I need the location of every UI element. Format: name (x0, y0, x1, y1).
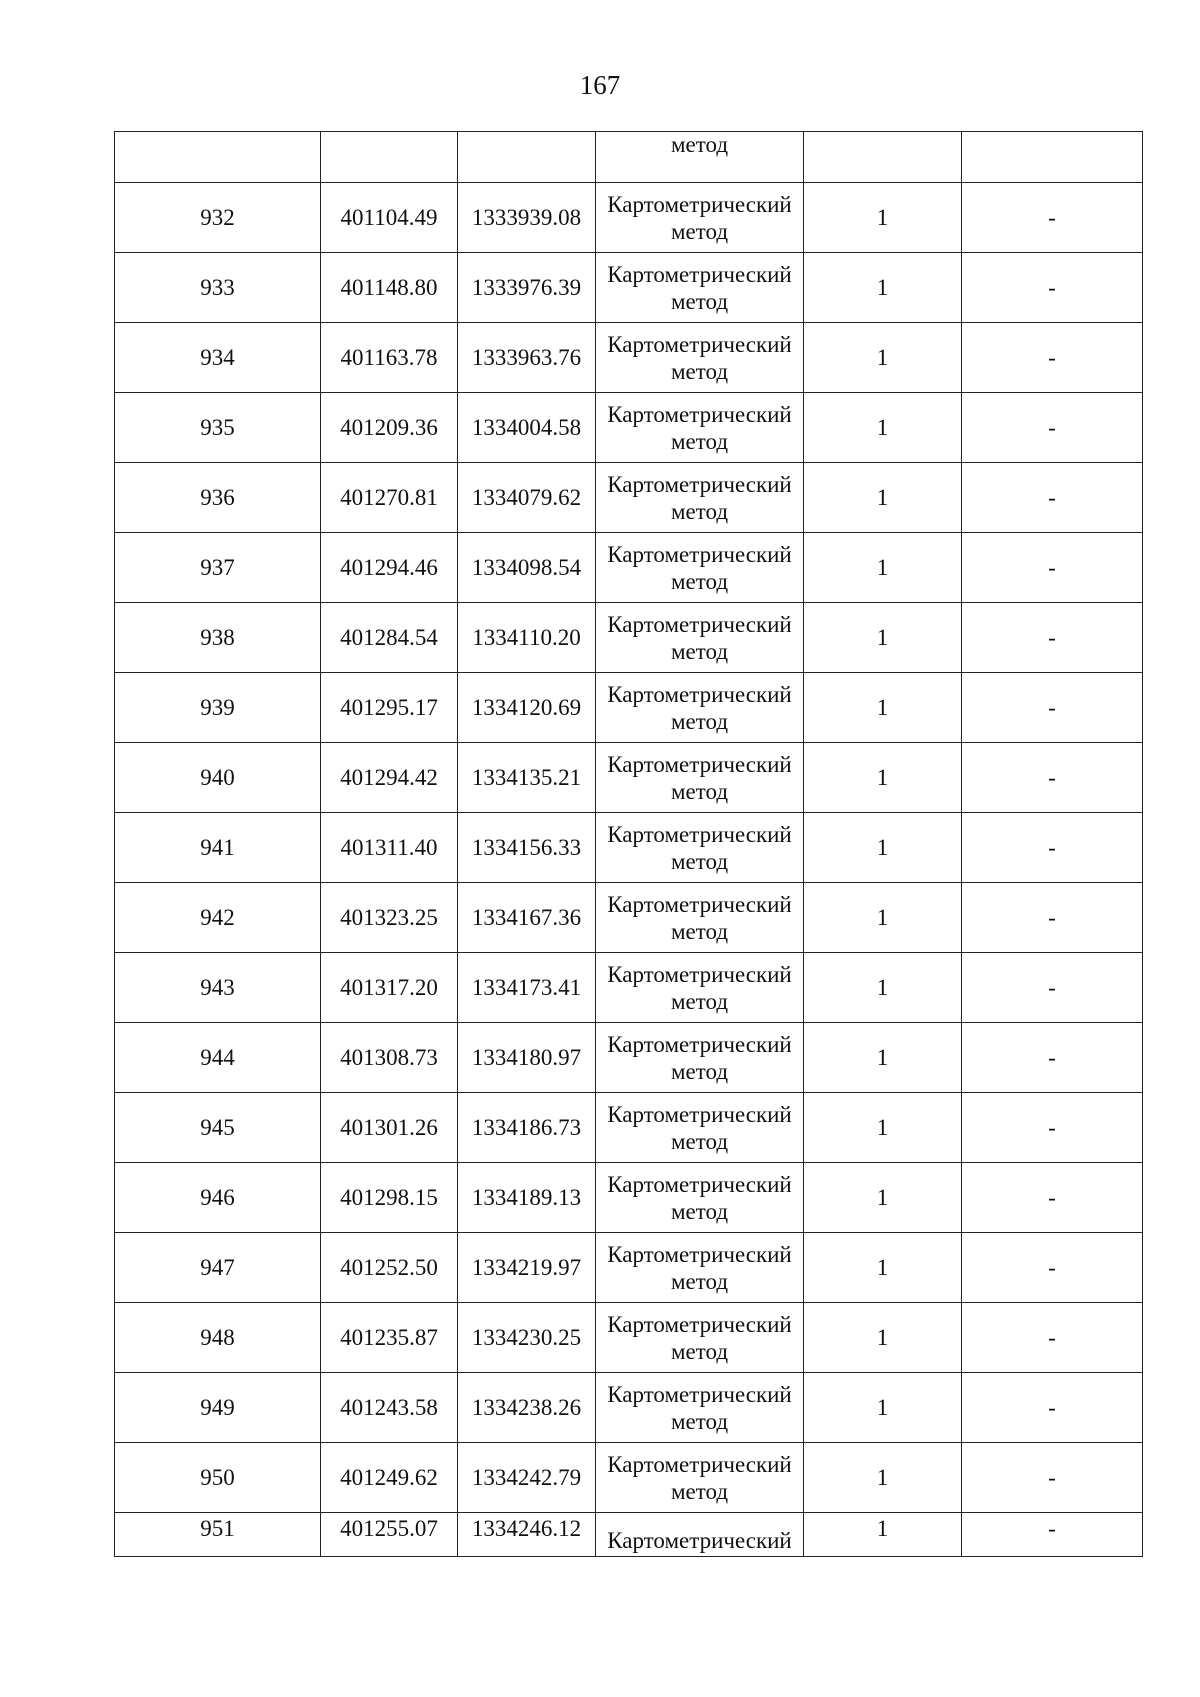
method-line-2: метод (670, 918, 729, 944)
table-row (115, 1373, 1143, 1443)
coordinates-table-body (115, 132, 1143, 1557)
cell-note: - (962, 813, 1143, 883)
cell-accuracy: 1 (804, 883, 962, 953)
table-row (115, 673, 1143, 743)
cell-method (596, 1373, 804, 1443)
cell-note: - (962, 183, 1143, 253)
cell-note: - (962, 1443, 1143, 1513)
cell-method (596, 393, 804, 463)
table-row (115, 1093, 1143, 1163)
method-line-1: Картометрический (607, 751, 792, 777)
cell-accuracy: 1 (804, 673, 962, 743)
cell-y: 1334230.25 (458, 1303, 596, 1373)
table-row (115, 323, 1143, 393)
cell-accuracy: 1 (804, 743, 962, 813)
cell-accuracy: 1 (804, 393, 962, 463)
cell-y: 1334120.69 (458, 673, 596, 743)
method-line-2: метод (670, 638, 729, 664)
table-row (115, 883, 1143, 953)
cell-note: - (962, 603, 1143, 673)
cell-y: 1334219.97 (458, 1233, 596, 1303)
cell-method (596, 533, 804, 603)
table-row (115, 1023, 1143, 1093)
cell-method (596, 1023, 804, 1093)
method-line-1: Картометрический (607, 1031, 792, 1057)
cell-x: 401295.17 (321, 673, 458, 743)
table-row (115, 603, 1143, 673)
cell-method (596, 323, 804, 393)
cell-point-id: 935 (115, 393, 321, 463)
cell-point-id: 946 (115, 1163, 321, 1233)
method-line-2: метод (670, 988, 729, 1014)
method-line-2: метод (670, 1128, 729, 1154)
cell-y: 1333963.76 (458, 323, 596, 393)
table-row (115, 533, 1143, 603)
method-line-2: метод (670, 428, 729, 454)
cell-point-id: 947 (115, 1233, 321, 1303)
method-line-2: метод (670, 778, 729, 804)
cell-accuracy (804, 132, 962, 183)
cell-accuracy: 1 (804, 1303, 962, 1373)
cell-method (596, 883, 804, 953)
method-line-2: метод (670, 498, 729, 524)
method-line-2: метод (670, 218, 729, 244)
method-line-2: метод (670, 358, 729, 384)
cell-x: 401317.20 (321, 953, 458, 1023)
cell-x: 401323.25 (321, 883, 458, 953)
cell-note: - (962, 463, 1143, 533)
table-row (115, 1443, 1143, 1513)
cell-note: - (962, 1303, 1143, 1373)
cell-note: - (962, 743, 1143, 813)
cell-accuracy: 1 (804, 533, 962, 603)
method-line-2: метод (670, 1058, 729, 1084)
cell-y: 1333976.39 (458, 253, 596, 323)
table-row (115, 253, 1143, 323)
cell-x: 401148.80 (321, 253, 458, 323)
cell-accuracy: 1 (804, 183, 962, 253)
cell-point-id: 940 (115, 743, 321, 813)
cell-x: 401249.62 (321, 1443, 458, 1513)
cell-note: - (962, 1163, 1143, 1233)
page-number: 167 (579, 70, 621, 100)
cell-note: - (962, 323, 1143, 393)
method-line-2: метод (670, 1338, 729, 1364)
cell-x: 401284.54 (321, 603, 458, 673)
cell-accuracy: 1 (804, 1233, 962, 1303)
cell-accuracy: 1 (804, 1373, 962, 1443)
table-row (115, 953, 1143, 1023)
cell-method (596, 1233, 804, 1303)
cell-x: 401294.46 (321, 533, 458, 603)
cell-y: 1334242.79 (458, 1443, 596, 1513)
cell-y: 1333939.08 (458, 183, 596, 253)
table-row (115, 813, 1143, 883)
cell-accuracy: 1 (804, 1513, 962, 1557)
cell-x: 401301.26 (321, 1093, 458, 1163)
method-line-1: Картометрический (607, 1241, 792, 1267)
cell-method (596, 253, 804, 323)
method-line-1: Картометрический (607, 1311, 792, 1337)
method-line-1: Картометрический (607, 821, 792, 847)
cell-note: - (962, 1093, 1143, 1163)
cell-note: - (962, 393, 1143, 463)
cell-x: 401311.40 (321, 813, 458, 883)
coordinates-table (114, 131, 1143, 1557)
cell-point-id: 950 (115, 1443, 321, 1513)
cell-y: 1334173.41 (458, 953, 596, 1023)
cell-point-id: 945 (115, 1093, 321, 1163)
cell-accuracy: 1 (804, 1163, 962, 1233)
cell-accuracy: 1 (804, 813, 962, 883)
cell-method: метод (596, 132, 804, 183)
cell-y: 1334180.97 (458, 1023, 596, 1093)
cell-x: 401270.81 (321, 463, 458, 533)
cell-x: 401252.50 (321, 1233, 458, 1303)
cell-method (596, 813, 804, 883)
cell-y (458, 132, 596, 183)
method-line-1: Картометрический (607, 1101, 792, 1127)
cell-note: - (962, 1373, 1143, 1443)
table-row (115, 183, 1143, 253)
cell-point-id: 932 (115, 183, 321, 253)
cell-accuracy: 1 (804, 1093, 962, 1163)
cell-x: 401255.07 (321, 1513, 458, 1557)
method-line-1: Картометрический (607, 331, 792, 357)
cell-point-id: 936 (115, 463, 321, 533)
cell-note: - (962, 253, 1143, 323)
method-line-1: Картометрический (607, 1171, 792, 1197)
table-row-last (115, 1513, 1143, 1557)
cell-point-id: 938 (115, 603, 321, 673)
cell-method (596, 673, 804, 743)
cell-method (596, 1093, 804, 1163)
cell-y: 1334156.33 (458, 813, 596, 883)
method-line-1: Картометрический (607, 191, 792, 217)
cell-accuracy: 1 (804, 603, 962, 673)
method-line-2: метод (670, 568, 729, 594)
cell-x: 401243.58 (321, 1373, 458, 1443)
method-line-2: метод (670, 1198, 729, 1224)
cell-method (596, 743, 804, 813)
cell-y: 1334189.13 (458, 1163, 596, 1233)
cell-point-id: 937 (115, 533, 321, 603)
cell-method (596, 1303, 804, 1373)
cell-accuracy: 1 (804, 1443, 962, 1513)
cell-point-id: 951 (115, 1513, 321, 1557)
table-row (115, 463, 1143, 533)
method-line-1: Картометрический (607, 401, 792, 427)
method-line-1: Картометрический (607, 1451, 792, 1477)
cell-y: 1334079.62 (458, 463, 596, 533)
method-line-2: метод (670, 708, 729, 734)
table-row (115, 743, 1143, 813)
cell-y: 1334135.21 (458, 743, 596, 813)
cell-x: 401308.73 (321, 1023, 458, 1093)
cell-accuracy: 1 (804, 463, 962, 533)
cell-y: 1334110.20 (458, 603, 596, 673)
cell-method (596, 1443, 804, 1513)
method-line-2: метод (670, 1408, 729, 1434)
method-line-2: метод (670, 1478, 729, 1504)
cell-method (596, 183, 804, 253)
cell-note: - (962, 883, 1143, 953)
cell-note: - (962, 673, 1143, 743)
cell-point-id (115, 132, 321, 183)
cell-note: - (962, 533, 1143, 603)
cell-y: 1334186.73 (458, 1093, 596, 1163)
cell-point-id: 934 (115, 323, 321, 393)
method-line-2: метод (670, 288, 729, 314)
cell-x: 401235.87 (321, 1303, 458, 1373)
cell-point-id: 943 (115, 953, 321, 1023)
method-line-2: метод (670, 848, 729, 874)
table-row (115, 393, 1143, 463)
cell-point-id: 948 (115, 1303, 321, 1373)
cell-x: 401294.42 (321, 743, 458, 813)
cell-note (962, 132, 1143, 183)
cell-y: 1334238.26 (458, 1373, 596, 1443)
cell-y: 1334167.36 (458, 883, 596, 953)
cell-x: 401209.36 (321, 393, 458, 463)
method-line-1: Картометрический (607, 261, 792, 287)
method-line-1: Картометрический (607, 611, 792, 637)
cell-x: 401163.78 (321, 323, 458, 393)
cell-y: 1334246.12 (458, 1513, 596, 1557)
cell-point-id: 939 (115, 673, 321, 743)
cell-note: - (962, 1233, 1143, 1303)
table-row (115, 1233, 1143, 1303)
cell-y: 1334098.54 (458, 533, 596, 603)
cell-x (321, 132, 458, 183)
cell-accuracy: 1 (804, 253, 962, 323)
cell-method (596, 463, 804, 533)
method-line-1: Картометрический (607, 471, 792, 497)
cell-note: - (962, 1513, 1143, 1557)
cell-method (596, 1163, 804, 1233)
continuation-row (115, 132, 1143, 183)
cell-point-id: 942 (115, 883, 321, 953)
cell-method: Картометрический (596, 1513, 804, 1557)
method-line-1: Картометрический (607, 541, 792, 567)
method-line-2: метод (670, 1268, 729, 1294)
cell-point-id: 941 (115, 813, 321, 883)
method-line-1: Картометрический (607, 1381, 792, 1407)
table-row (115, 1303, 1143, 1373)
cell-x: 401298.15 (321, 1163, 458, 1233)
method-line-1: Картометрический (607, 681, 792, 707)
cell-y: 1334004.58 (458, 393, 596, 463)
cell-point-id: 933 (115, 253, 321, 323)
cell-x: 401104.49 (321, 183, 458, 253)
cell-accuracy: 1 (804, 953, 962, 1023)
method-line-1: Картометрический (607, 961, 792, 987)
cell-method (596, 953, 804, 1023)
cell-point-id: 944 (115, 1023, 321, 1093)
cell-method (596, 603, 804, 673)
cell-note: - (962, 1023, 1143, 1093)
method-line-1: Картометрический (607, 891, 792, 917)
table-row (115, 1163, 1143, 1233)
cell-point-id: 949 (115, 1373, 321, 1443)
cell-note: - (962, 953, 1143, 1023)
cell-accuracy: 1 (804, 323, 962, 393)
cell-accuracy: 1 (804, 1023, 962, 1093)
